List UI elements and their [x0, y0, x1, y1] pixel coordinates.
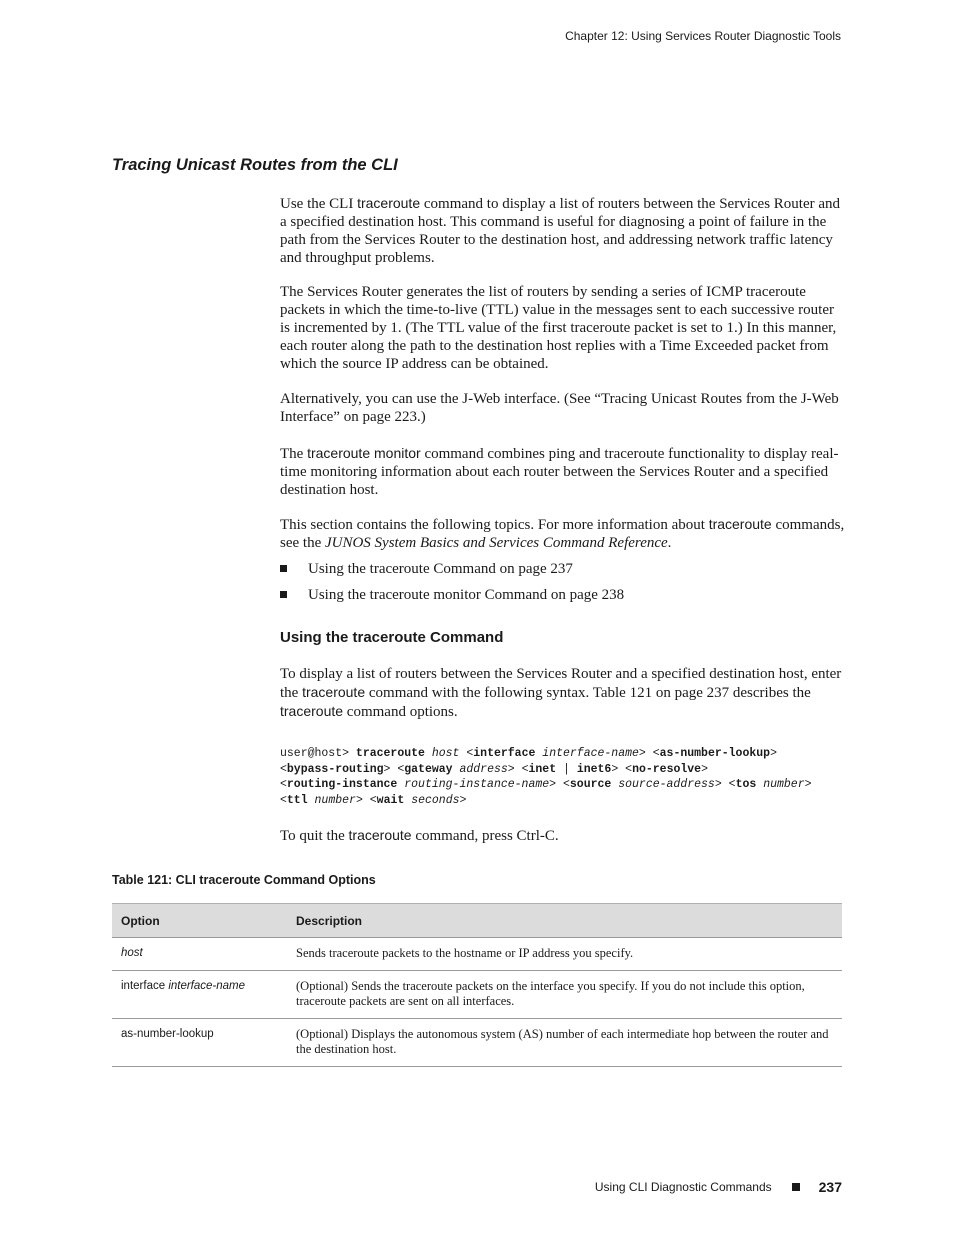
table-row: [112, 938, 842, 971]
square-bullet-icon: [280, 565, 287, 572]
page-footer: [595, 1178, 842, 1196]
footer-section-title: Using CLI Diagnostic Commands: [594, 1179, 772, 1194]
topic-list: [280, 560, 842, 612]
column-header-option: Option: [112, 904, 287, 938]
syntax-line: <routing-instance routing-instance-name> <source source-address> <tos number>: [280, 778, 812, 791]
quit-paragraph: To quit the traceroute command, press Ctrl-C.: [280, 827, 559, 844]
command-syntax: [280, 746, 846, 808]
command-name: traceroute: [348, 827, 412, 843]
square-bullet-icon: [280, 591, 287, 598]
table-row: [112, 1019, 842, 1067]
command-name: traceroute monitor: [307, 445, 421, 461]
option-cell: host: [112, 938, 287, 971]
topic-link[interactable]: Using the traceroute Command on page 237: [308, 561, 573, 577]
column-header-description: Description: [287, 904, 842, 938]
option-cell: interface interface-name: [112, 971, 287, 1019]
command-name: traceroute: [302, 684, 366, 700]
running-header: Chapter 12: Using Services Router Diagnostic Tools: [565, 29, 841, 43]
ttl-paragraph: The Services Router generates the list of routers by sending a series of ICMP traceroute packets in which the time-to-live (TTL) value in the messages sent to each successive router is incremented by 1. (The TTL value of the first traceroute packet is set to 1.) In this manner, each router along the path to the destination host replies with a Time Exceeded packet from which the source IP address can be obtained.: [280, 284, 837, 372]
syntax-intro-paragraph: To display a list of routers between the Services Router and a specified destination host, enter the traceroute command with the following syntax. Table 121 on page 237 describes the traceroute command options.: [280, 666, 842, 720]
square-separator-icon: [792, 1183, 800, 1191]
page-number: 237: [818, 1178, 842, 1195]
list-item: [280, 560, 842, 586]
intro-paragraph: Use the CLI traceroute command to display a list of routers between the Services Router and a specified destination host. This command is useful for diagnosing a point of failure in the path from the Services Router to the destination host, and addressing network traffic latency and throughput problems.: [280, 195, 841, 266]
command-name: traceroute: [708, 516, 772, 532]
monitor-paragraph: The traceroute monitor command combines ping and traceroute functionality to display real-time monitoring information about each router between the Services Router and a specified destination host.: [280, 445, 839, 498]
command-name: traceroute: [280, 703, 344, 719]
table-row: [112, 971, 842, 1019]
command-name: traceroute: [357, 195, 421, 211]
options-table: [112, 903, 842, 1067]
topic-link[interactable]: Using the traceroute monitor Command on page 238: [308, 587, 625, 603]
syntax-line: user@host> traceroute host <interface interface-name> <as-number-lookup>: [280, 747, 777, 760]
description-cell: (Optional) Sends the traceroute packets on the interface you specify. If you do not include this option, traceroute packets are sent on all interfaces.: [287, 971, 842, 1019]
option-cell: as-number-lookup: [112, 1019, 287, 1067]
reference-title: JUNOS System Basics and Services Command Reference: [324, 535, 668, 551]
section-title: Tracing Unicast Routes from the CLI: [112, 156, 398, 174]
topics-paragraph: This section contains the following topics. For more information about traceroute commands, see the JUNOS System Basics and Services Command Reference.: [280, 516, 845, 551]
syntax-line: <bypass-routing> <gateway address> <inet | inet6> <no-resolve>: [280, 762, 708, 776]
syntax-line: <ttl number> <wait seconds>: [280, 793, 467, 807]
description-cell: (Optional) Displays the autonomous system (AS) number of each intermediate hop between the router and the destination host.: [287, 1019, 842, 1067]
table-header-row: [112, 904, 842, 938]
list-item: [280, 586, 842, 612]
description-cell: Sends traceroute packets to the hostname or IP address you specify.: [287, 938, 842, 971]
jweb-paragraph: Alternatively, you can use the J-Web interface. (See “Tracing Unicast Routes from the J-Web Interface” on page 223.): [280, 391, 839, 425]
table-caption: Table 121: CLI traceroute Command Options: [112, 873, 376, 887]
subsection-title: Using the traceroute Command: [280, 629, 504, 646]
